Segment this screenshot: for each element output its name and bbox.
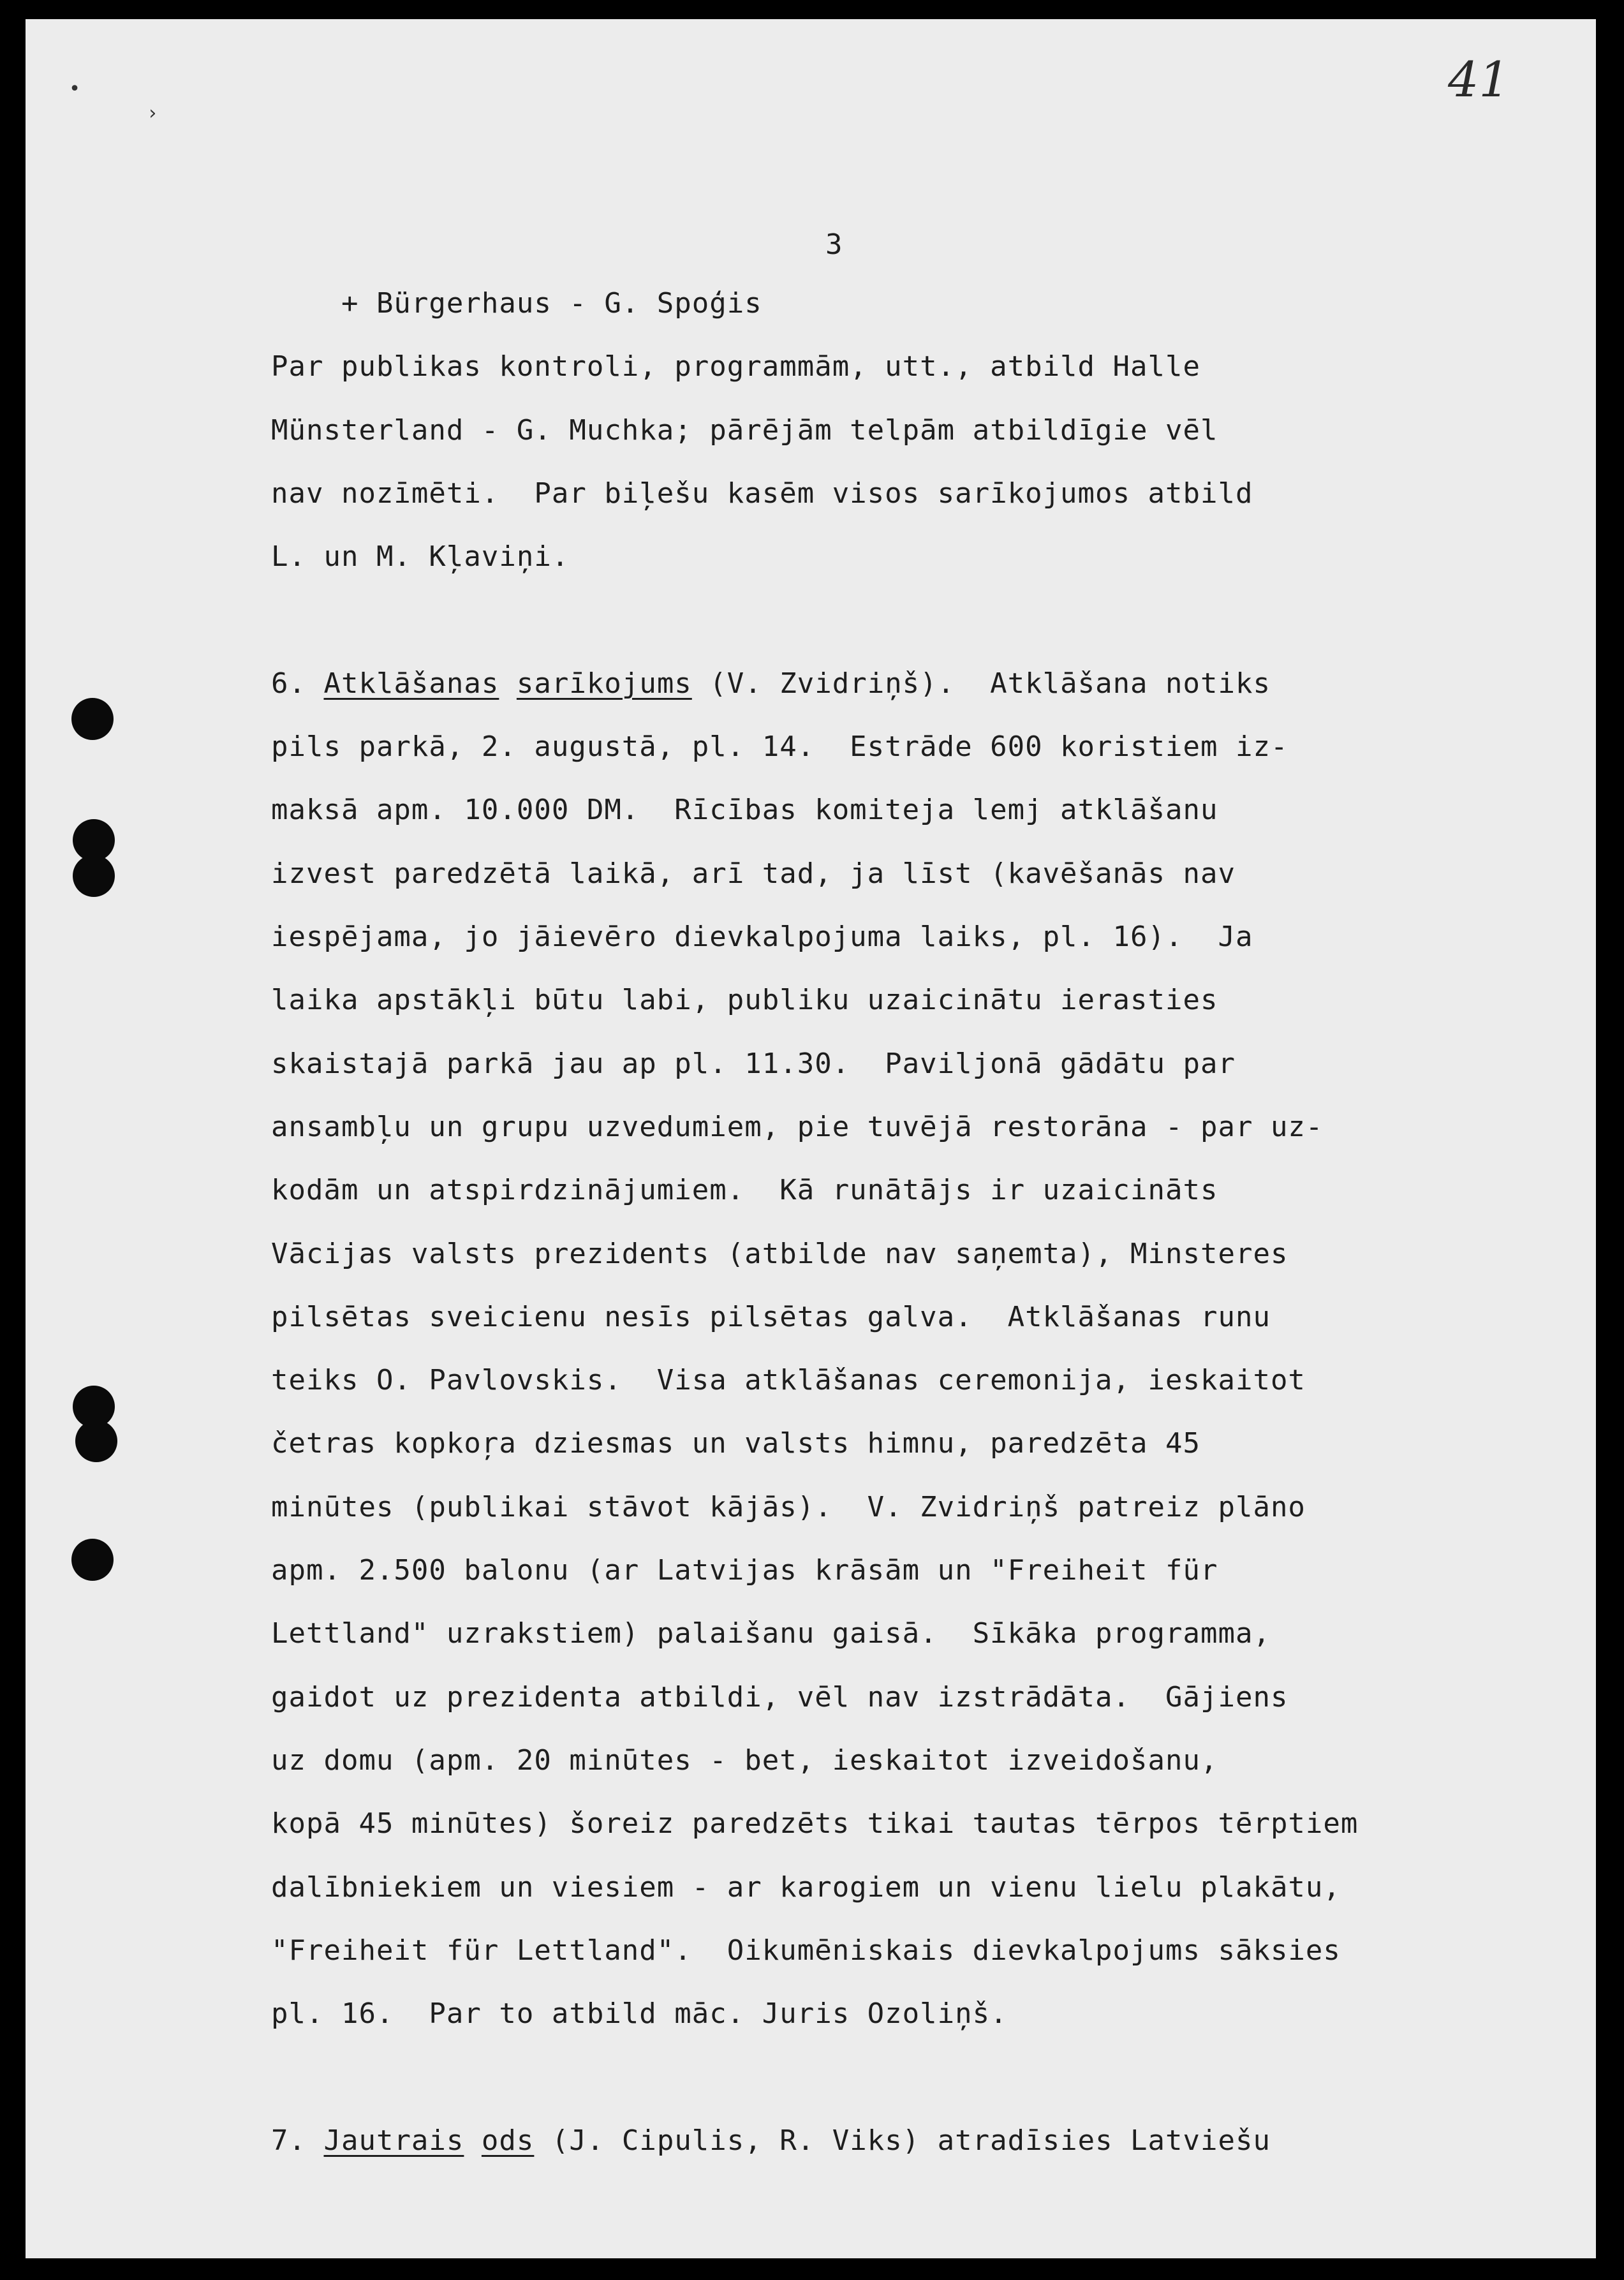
text-line: 7. Jautrais ods (J. Cipulis, R. Viks) atradīsies Latviešu (271, 2124, 1271, 2157)
text-line: Münsterland - G. Muchka; pārējām telpām atbildīgie vēl (271, 413, 1218, 447)
text-line: pils parkā, 2. augustā, pl. 14. Estrāde 600 koristiem iz- (271, 730, 1288, 764)
text-line: 6. Atklāšanas sarīkojums (V. Zvidriņš). Atklāšana notiks (271, 667, 1271, 700)
text-line: četras kopkoŗa dziesmas un valsts himnu, paredzēta 45 (271, 1427, 1200, 1460)
text-line: teiks O. Pavlovskis. Visa atklāšanas ceremonija, ieskaitot (271, 1364, 1306, 1397)
punch-hole (75, 1420, 117, 1462)
text-line: uz domu (apm. 20 minūtes - bet, ieskaitot izveidošanu, (271, 1743, 1218, 1777)
punch-hole (71, 1539, 114, 1581)
text-line: iespējama, jo jāievēro dievkalpojuma laiks, pl. 16). Ja (271, 921, 1253, 953)
text-line: "Freiheit für Lettland". Oikumēniskais dievkalpojums sāksies (271, 1934, 1341, 1967)
text-line: apm. 2.500 balonu (ar Latvijas krāsām un "Freiheit für (271, 1554, 1218, 1587)
underlined-heading-word: Jautrais (323, 2124, 464, 2157)
underlined-heading-word: Atklāšanas (323, 667, 499, 700)
text-line: Vācijas valsts prezidents (atbilde nav saņemta), Minsteres (271, 1237, 1288, 1270)
paper-speck: • (69, 78, 81, 100)
text-line: maksā apm. 10.000 DM. Rīcības komiteja lemj atklāšanu (271, 794, 1218, 827)
text-line: kopā 45 minūtes) šoreiz paredzēts tikai tautas tērpos tērptiem (271, 1807, 1359, 1840)
text-line: + Bürgerhaus - G. Spoģis (271, 287, 762, 320)
text-line: minūtes (publikai stāvot kājās). V. Zvidriņš patreiz plāno (271, 1490, 1306, 1523)
text-line: Lettland" uzrakstiem) palaišanu gaisā. Sīkāka programma, (271, 1617, 1271, 1650)
punch-hole (71, 698, 114, 740)
paper-speck: › (147, 102, 159, 124)
text-line: Par publikas kontroli, programmām, utt., atbild Halle (271, 350, 1200, 383)
text-line: laika apstākļi būtu labi, publiku uzaicinātu ierasties (271, 984, 1218, 1017)
text-line: izvest paredzētā laikā, arī tad, ja līst (kavēšanās nav (271, 857, 1236, 890)
text-line: kodām un atspirdzinājumiem. Kā runātājs ir uzaicināts (271, 1174, 1218, 1207)
text-line: pilsētas sveicienu nesīs pilsētas galva. Atklāšanas runu (271, 1300, 1271, 1333)
archive-mark: 41 (1448, 51, 1510, 108)
page-number: 3 (825, 228, 843, 261)
punch-hole (73, 855, 115, 897)
text-line: L. un M. Kļaviņi. (271, 540, 570, 574)
text-line: gaidot uz prezidenta atbildi, vēl nav izstrādāta. Gājiens (271, 1680, 1288, 1714)
text-line: nav nozīmēti. Par biļešu kasēm visos sarīkojumos atbild (271, 477, 1253, 510)
text-line: ansambļu un grupu uzvedumiem, pie tuvējā restorāna - par uz- (271, 1110, 1324, 1143)
document-page (26, 19, 1596, 2258)
text-line: pl. 16. Par to atbild māc. Juris Ozoliņš. (271, 1997, 1008, 2031)
underlined-heading-word: sarīkojums (516, 667, 692, 700)
text-line: dalībniekiem un viesiem - ar karogiem un vienu lielu plakātu, (271, 1870, 1341, 1904)
underlined-heading-word: ods (481, 2124, 535, 2157)
text-line: skaistajā parkā jau ap pl. 11.30. Paviljonā gādātu par (271, 1047, 1236, 1080)
